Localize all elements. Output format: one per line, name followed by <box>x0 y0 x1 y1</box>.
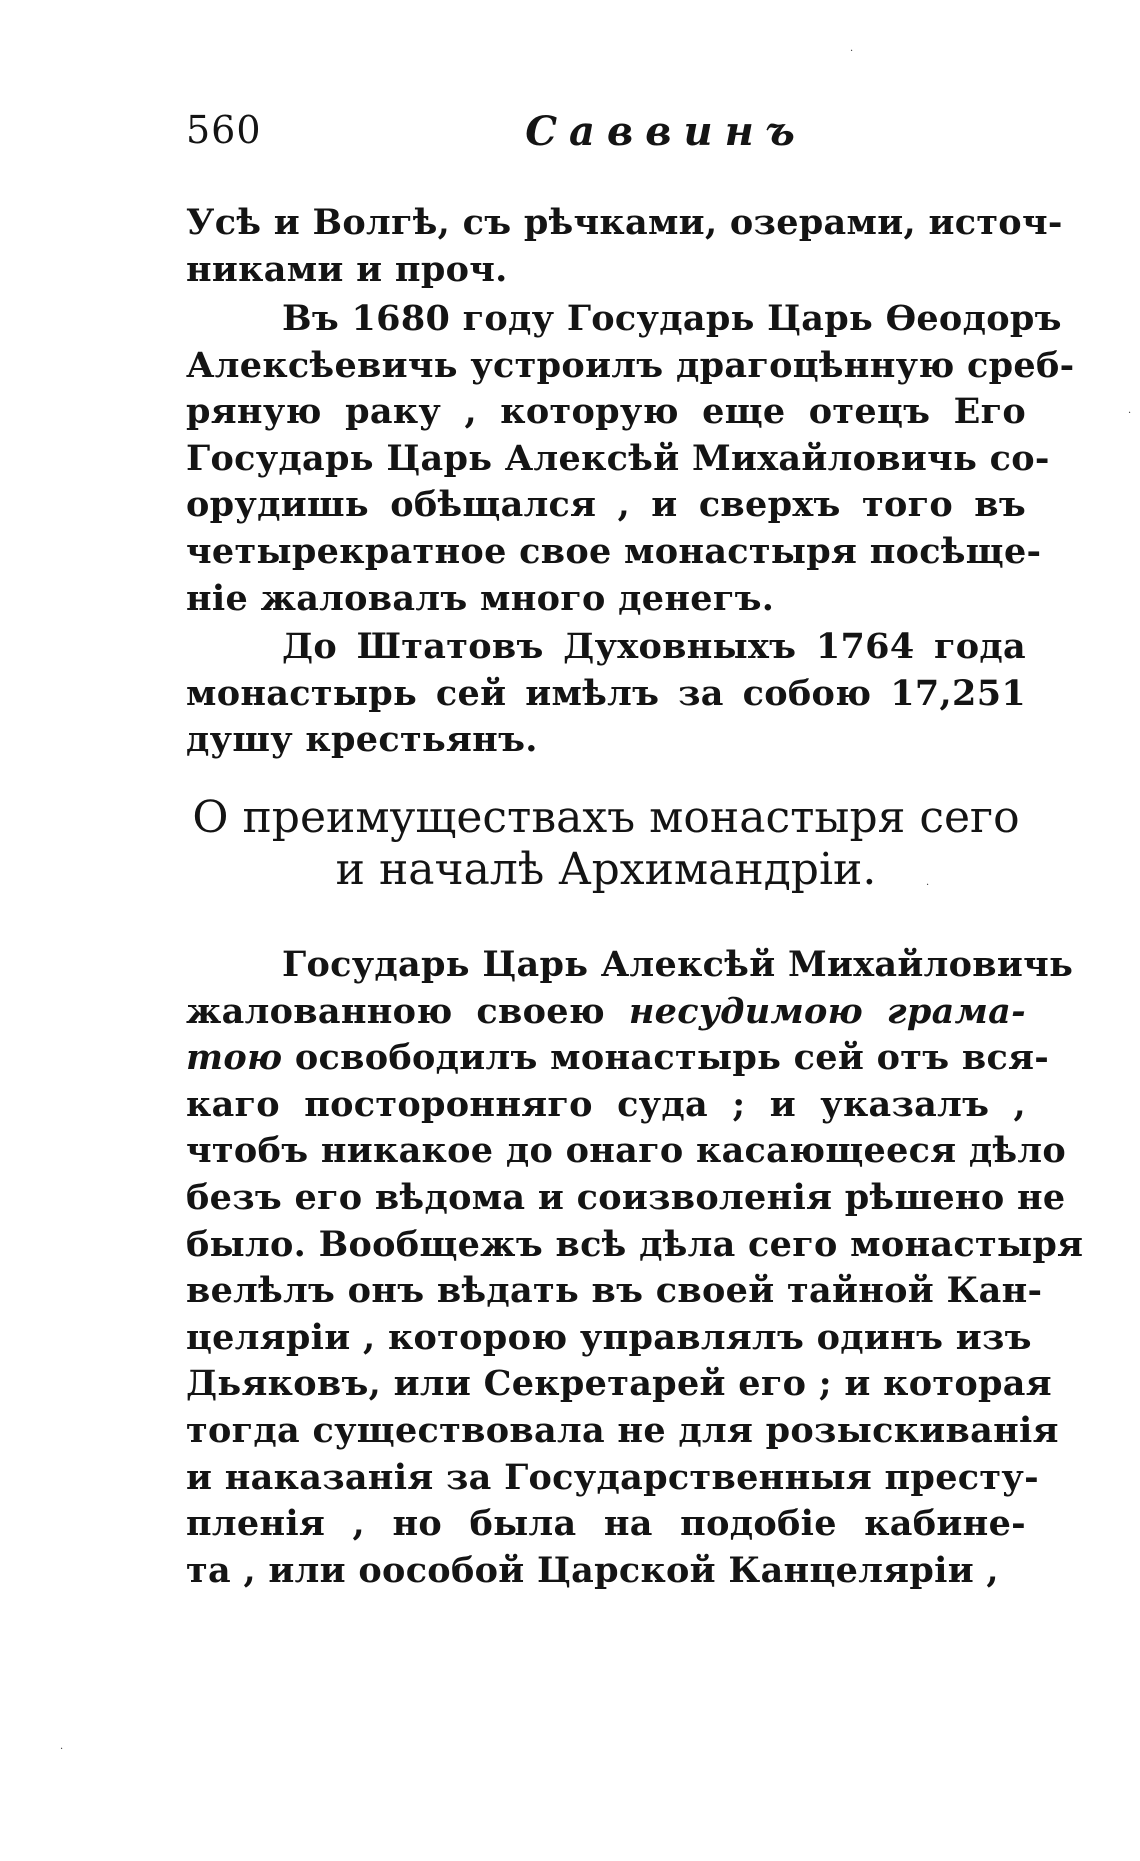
text-run: жалованною своею <box>186 990 629 1032</box>
print-speck: · <box>850 46 854 57</box>
text-line: ніе жаловалъ много денегъ. <box>186 577 775 619</box>
text-line: чтобъ никакое до онаго касающееся дѣло <box>186 1130 1067 1172</box>
text-line: тогда существовала не для розыскиванія <box>186 1409 1059 1451</box>
text-line: каго посторонняго суда ; и указалъ , <box>186 1083 1026 1125</box>
text-line: велѣлъ онъ вѣдать въ своей тайной Кан- <box>186 1270 1043 1312</box>
text-line: та , или оособой Царской Канцеляріи , <box>186 1549 999 1591</box>
section-heading <box>186 792 1026 896</box>
text-line: Алексѣевичь устроилъ драгоцѣнную среб- <box>186 344 1075 386</box>
print-speck: · <box>926 880 930 891</box>
text-line: Усѣ и Волгѣ, съ рѣчками, озерами, источ- <box>186 202 1063 243</box>
text-line: Дьяковъ, или Секретарей его ; и которая <box>186 1363 1052 1405</box>
page-number: 560 <box>186 108 262 152</box>
print-speck: · <box>60 1744 64 1755</box>
text-line: монастырь сей имѣлъ за собою 17,251 <box>186 672 1026 714</box>
text-line: было. Вообщежъ всѣ дѣла сего монастыря <box>186 1223 1084 1265</box>
text-line: душу крестьянъ. <box>186 719 538 761</box>
italic-term: несудимою грама- <box>628 990 1026 1032</box>
paragraph-continuation <box>186 200 1063 293</box>
text-line: и наказанія за Государственныя престу- <box>186 1456 1039 1498</box>
text-line: никами и проч. <box>186 248 508 290</box>
text-line <box>186 989 1026 1036</box>
paragraph-silver-shrine <box>186 296 1075 622</box>
text-line: пленія , но была на подобіе кабине- <box>186 1503 1026 1545</box>
text-run: освободилъ монастырь сей отъ вся- <box>282 1037 1050 1079</box>
page-header <box>186 108 1026 164</box>
text-line: Государь Царь Алексѣй Михайловичь <box>282 944 1074 985</box>
text-line: Въ 1680 году Государь Царь Ѳеодоръ <box>282 298 1062 339</box>
text-line: целяріи , которою управлялъ одинъ изъ <box>186 1316 1032 1358</box>
italic-term: тою <box>186 1037 283 1079</box>
section-heading-line-2: и началѣ Архимандріи. <box>335 844 877 895</box>
text-line: орудишь обѣщался , и сверхъ того въ <box>186 484 1026 526</box>
running-head: Саввинъ <box>525 108 807 155</box>
text-line <box>186 1035 1050 1082</box>
section-heading-line-1: О преимуществахъ монастыря сего <box>192 792 1020 843</box>
paragraph-serfs <box>186 624 1026 764</box>
text-line: безъ его вѣдома и соизволенія рѣшено не <box>186 1176 1066 1218</box>
text-line: До Штатовъ Духовныхъ 1764 года <box>282 626 1026 667</box>
text-line: четырекратное свое монастыря посѣще- <box>186 530 1042 572</box>
print-speck: · <box>1128 408 1132 419</box>
text-line: ряную раку , которую еще отецъ Его <box>186 391 1026 433</box>
paragraph-privileges <box>186 942 1084 1594</box>
text-line: Государь Царь Алексѣй Михайловичь со- <box>186 437 1050 479</box>
